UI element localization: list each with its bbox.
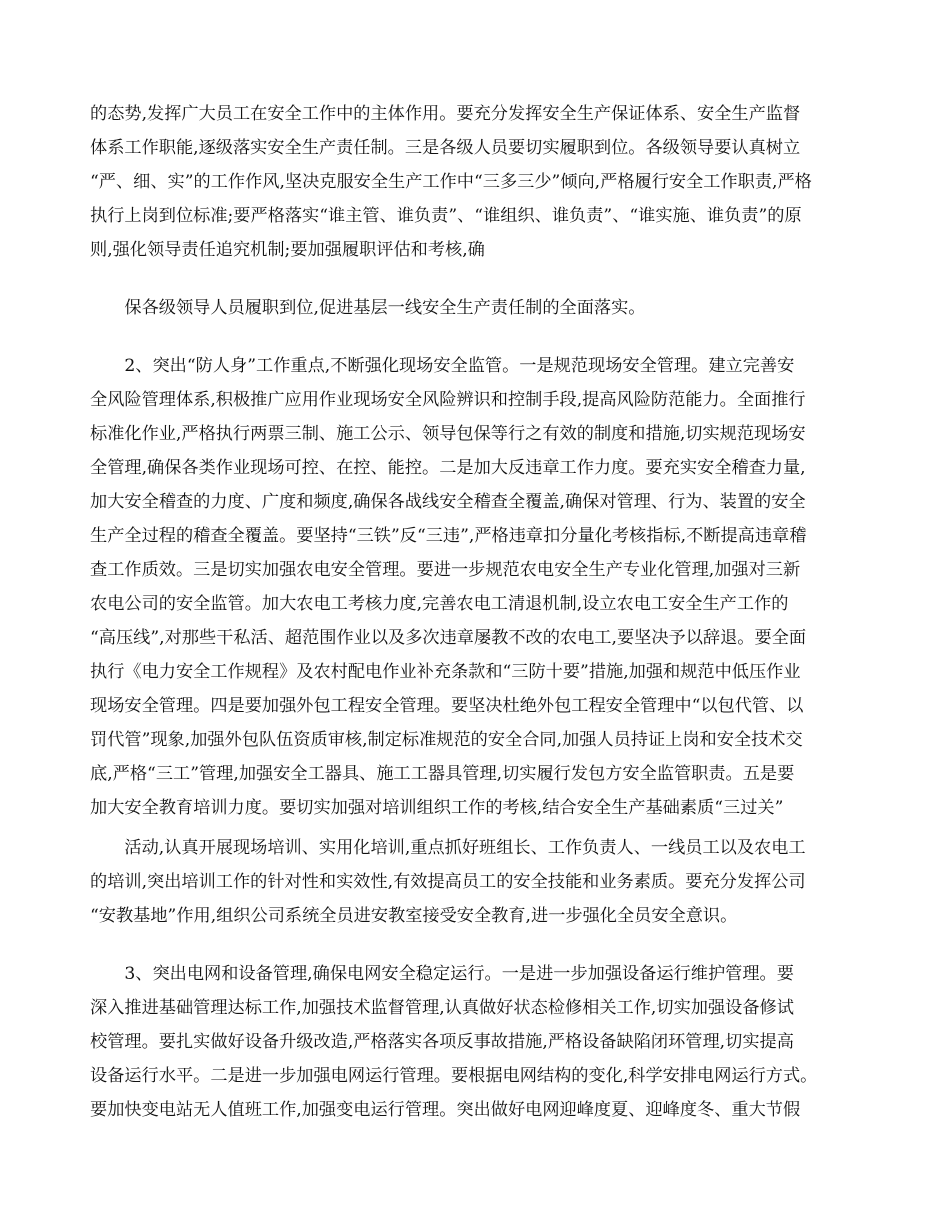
text-line: 标准化作业,严格执行两票三制、施工公示、领导包保等行之有效的制度和措施,切实规范现场安 [90,424,806,444]
text-line: 生产全过程的稽查全覆盖。要坚持“三铁”反“三违”,严格违章扣分量化考核指标,不断提高违章稽 [90,526,807,546]
text-line: 底,严格“三工”管理,加强安全工器具、施工工器具管理,切实履行发包方安全监管职责。五是要 [90,764,795,784]
text-line: 深入推进基础管理达标工作,加强技术监督管理,认真做好状态检修相关工作,切实加强设备修试 [90,998,794,1018]
text-line: 体系工作职能,逐级落实安全生产责任制。三是各级人员要切实履职到位。各级领导要认真树立 [90,138,801,158]
text-line: 加大安全教育培训力度。要切实加强对培训组织工作的考核,结合安全生产基础素质“三过关” [90,798,784,818]
text-line: 3、突出电网和设备管理,确保电网安全稳定运行。一是进一步加强设备运行维护管理。要 [90,964,794,984]
text-line: 加大安全稽查的力度、广度和频度,确保各战线安全稽查全覆盖,确保对管理、行为、装置的安全 [90,492,806,512]
text-line: 的培训,突出培训工作的针对性和实效性,有效提高员工的安全技能和业务素质。要充分发挥公司 [90,872,806,892]
text-line: 设备运行水平。二是进一步加强电网运行管理。要根据电网结构的变化,科学安排电网运行方式。 [90,1066,818,1086]
paragraph-3 [90,349,865,825]
text-line: 则,强化领导责任追究机制;要加强履职评估和考核,确 [90,240,485,260]
paragraph-2 [90,291,865,325]
text-line: 要加快变电站无人值班工作,加强变电运行管理。突出做好电网迎峰度夏、迎峰度冬、重大节假 [90,1100,801,1120]
text-line: 罚代管”现象,加强外包队伍资质审核,制定标准规范的安全合同,加强人员持证上岗和安全技术交 [90,730,803,750]
text-line: 执行《电力安全工作规程》及农村配电作业补充条款和“三防十要”措施,加强和规范中低压作业 [90,662,801,682]
text-line: 现场安全管理。四是要加强外包工程安全管理。要坚决杜绝外包工程安全管理中“以包代管、以 [90,696,804,716]
text-line: 活动,认真开展现场培训、实用化培训,重点抓好班组长、工作负责人、一线员工以及农电工 [90,838,806,858]
text-line: 执行上岗到位标准;要严格落实“谁主管、谁负责”、“谁组织、谁负责”、“谁实施、谁负责”的原 [90,206,802,226]
text-line: 全风险管理体系,积极推广应用作业现场安全风险辨识和控制手段,提高风险防范能力。全面推行 [90,390,806,410]
text-line: “严、细、实”的工作作风,坚决克服安全生产工作中“三多三少”倾向,严格履行安全工作职责,严格 [90,172,812,192]
paragraph-4 [90,831,865,933]
text-line: 农电公司的安全监管。加大农电工考核力度,完善农电工清退机制,设立农电工安全生产工作的 [90,594,789,614]
text-line: 2、突出“防人身”工作重点,不断强化现场安全监管。一是规范现场安全管理。建立完善安 [90,356,795,376]
text-line: 全管理,确保各类作业现场可控、在控、能控。二是加大反违章工作力度。要充实安全稽查力量, [90,458,806,478]
text-line: “安教基地”作用,组织公司系统全员进安教室接受安全教育,进一步强化全员安全意识。 [90,906,738,926]
paragraph-1 [90,97,865,267]
text-line: 的态势,发挥广大员工在安全工作中的主体作用。要充分发挥安全生产保证体系、安全生产监督 [90,104,801,124]
paragraph-5 [90,957,865,1127]
text-line: 保各级领导人员履职到位,促进基层一线安全生产责任制的全面落实。 [90,298,646,318]
text-line: 查工作质效。三是切实加强农电安全管理。要进一步规范农电安全生产专业化管理,加强对三新 [90,560,801,580]
text-line: “高压线”,对那些干私活、超范围作业以及多次违章屡教不改的农电工,要坚决予以辞退。要全面 [90,628,807,648]
text-line: 校管理。要扎实做好设备升级改造,严格落实各项反事故措施,严格设备缺陷闭环管理,切实提高 [90,1032,794,1052]
